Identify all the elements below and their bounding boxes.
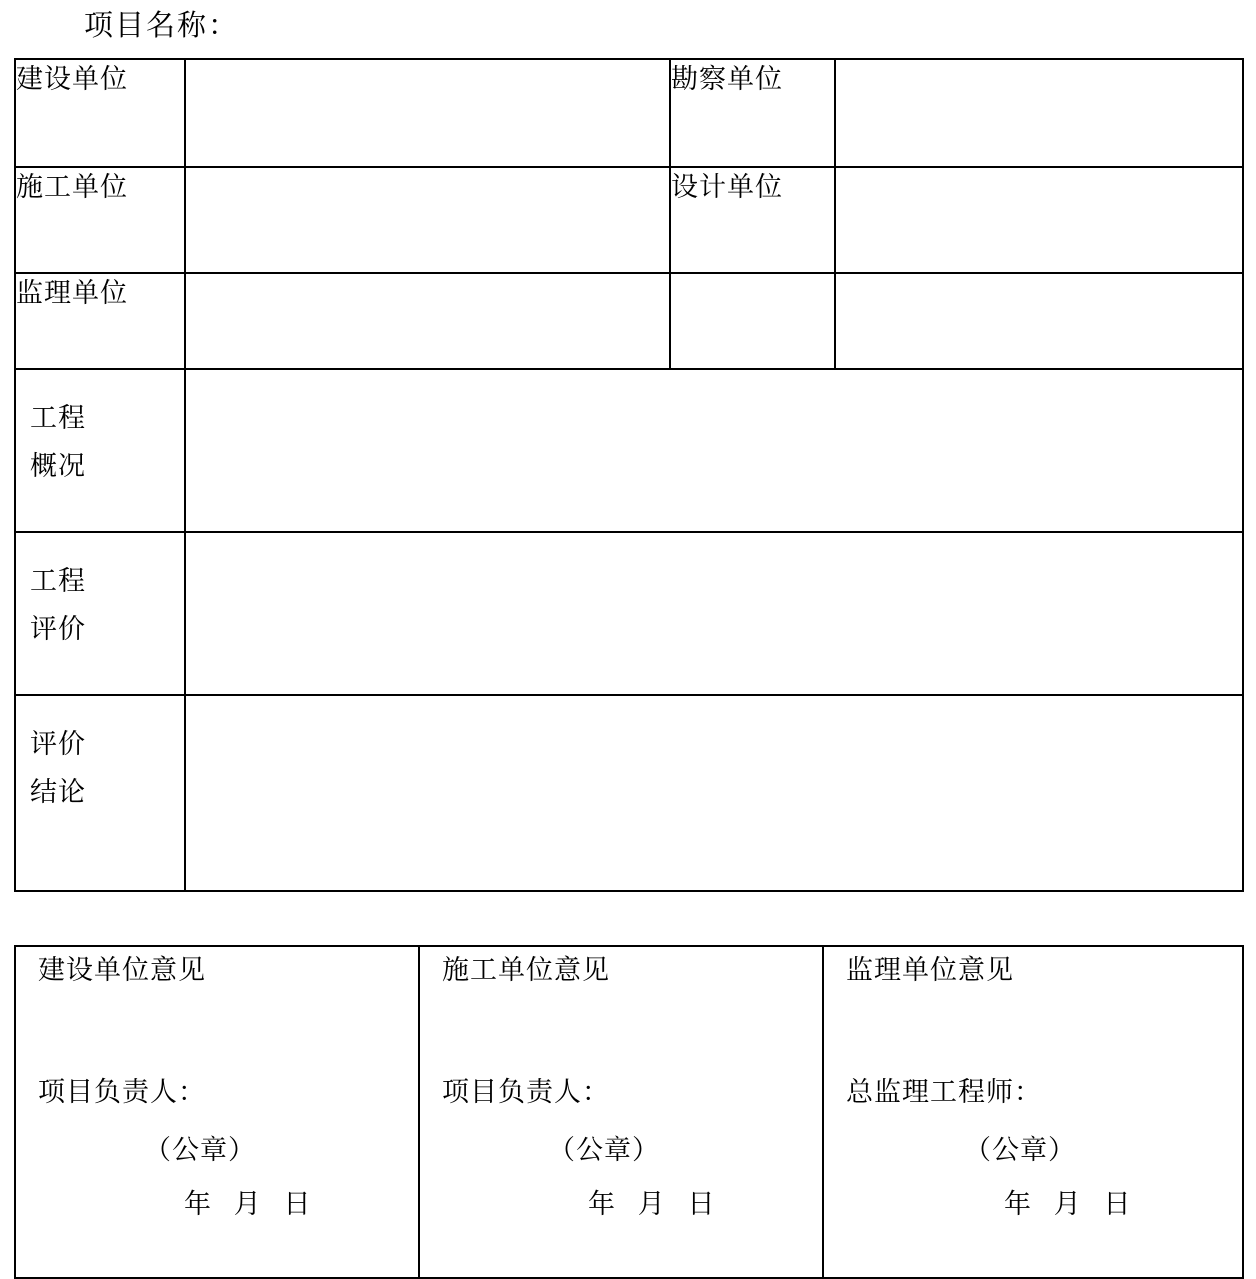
opinion-supervision-unit[interactable] xyxy=(823,946,1243,1278)
opinion-title: 施工单位意见 xyxy=(442,955,610,985)
opinion-seal-label: （公章） xyxy=(964,1135,1076,1165)
value-施工单位[interactable] xyxy=(185,167,670,273)
table-row xyxy=(15,695,1243,891)
value-construction-unit[interactable] xyxy=(185,59,670,167)
opinion-person-label: 总监理工程师： xyxy=(846,1077,1042,1107)
opinion-date-label: 年 月 日 xyxy=(184,1189,319,1219)
label-line-1: 工程 xyxy=(30,566,86,596)
value-supervision-unit[interactable] xyxy=(185,273,670,369)
opinion-title: 建设单位意见 xyxy=(38,955,206,985)
label-design-unit: 设计单位 xyxy=(670,167,835,273)
table-row xyxy=(15,946,1243,1278)
project-evaluation-form xyxy=(14,58,1244,892)
value-project-evaluation[interactable] xyxy=(185,532,1243,695)
label-evaluation-conclusion xyxy=(15,695,185,891)
opinions-table xyxy=(14,945,1244,1279)
opinion-title: 监理单位意见 xyxy=(846,955,1014,985)
label-line-1: 工程 xyxy=(30,403,86,433)
spacer-cell-right[interactable] xyxy=(835,273,1243,369)
table-row xyxy=(15,369,1243,532)
value-project-overview[interactable] xyxy=(185,369,1243,532)
opinion-seal-label: （公章） xyxy=(144,1135,256,1165)
label-line-2: 评价 xyxy=(30,614,86,644)
opinion-date-label: 年 月 日 xyxy=(1004,1189,1139,1219)
table-row xyxy=(15,59,1243,167)
label-project-overview xyxy=(15,369,185,532)
opinion-person-label: 项目负责人： xyxy=(38,1077,206,1107)
opinion-person-label: 项目负责人： xyxy=(442,1077,610,1107)
value-survey-unit[interactable] xyxy=(835,59,1243,167)
label-line-2: 概况 xyxy=(30,451,86,481)
page-title: 项目名称： xyxy=(84,10,240,42)
opinion-date-label: 年 月 日 xyxy=(588,1189,723,1219)
spacer-cell-mid xyxy=(670,273,835,369)
table-row xyxy=(15,273,1243,369)
value-design-unit[interactable] xyxy=(835,167,1243,273)
table-row xyxy=(15,532,1243,695)
label-project-evaluation xyxy=(15,532,185,695)
label-line-2: 结论 xyxy=(30,777,86,807)
label-construction-unit: 建设单位 xyxy=(15,59,185,167)
label-supervision-unit: 监理单位 xyxy=(15,273,185,369)
table-row xyxy=(15,167,1243,273)
opinion-seal-label: （公章） xyxy=(548,1135,660,1165)
value-evaluation-conclusion[interactable] xyxy=(185,695,1243,891)
label-line-1: 评价 xyxy=(30,729,86,759)
label-施工单位: 施工单位 xyxy=(15,167,185,273)
label-survey-unit: 勘察单位 xyxy=(670,59,835,167)
opinion-施工单位[interactable] xyxy=(419,946,823,1278)
opinion-construction-unit[interactable] xyxy=(15,946,419,1278)
